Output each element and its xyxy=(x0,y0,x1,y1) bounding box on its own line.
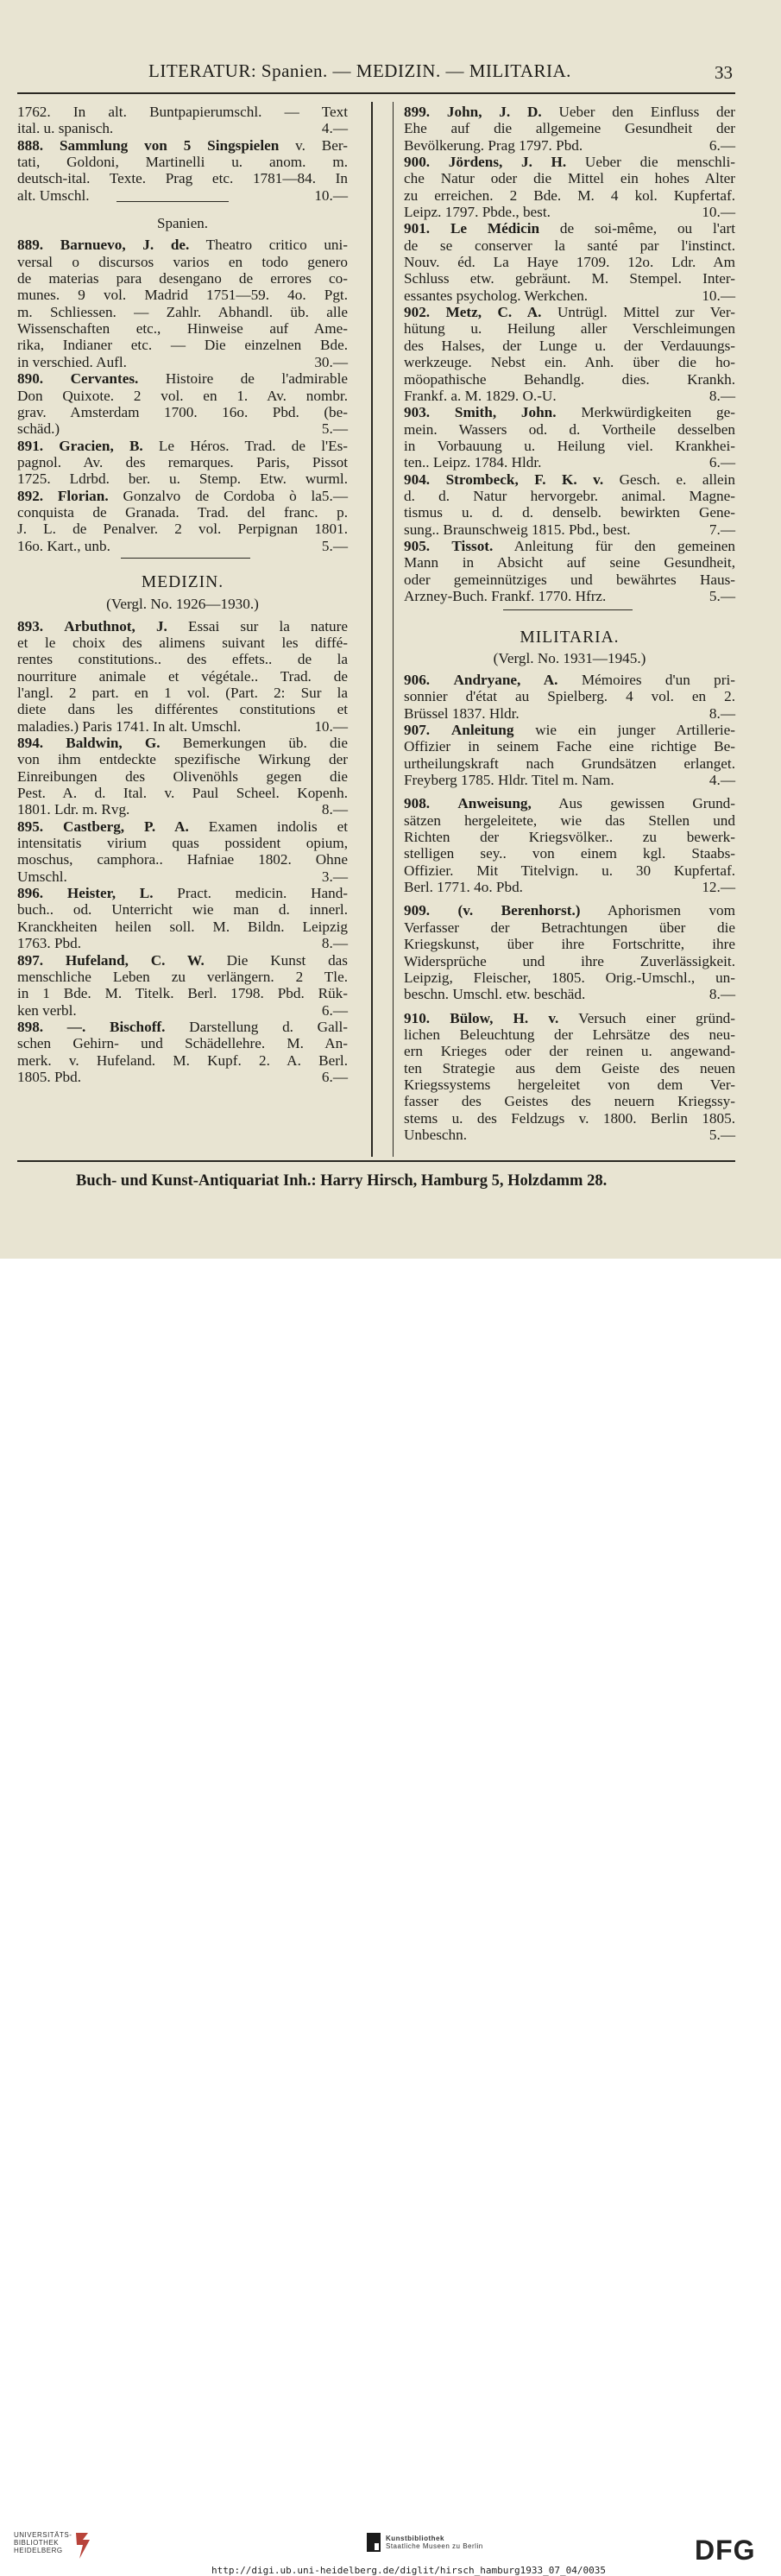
entry-line: Unbeschn. 5.— xyxy=(404,1126,735,1143)
entry-893 xyxy=(17,618,348,735)
entry-line: Arzney-Buch. Frankf. 1770. Hfrz. 5.— xyxy=(404,587,735,604)
scanned-page xyxy=(0,0,781,1259)
entry-895 xyxy=(17,818,348,885)
entry-907 xyxy=(404,722,735,788)
entry-line: 907. Anleitung wie ein junger Artillerie- xyxy=(404,722,735,739)
entry-line: Richten der Kriegsvölker.. zu bewerk- xyxy=(404,829,735,846)
entry-title: Florian. xyxy=(57,487,109,504)
entry-line: maladies.) Paris 1741. In alt. Umschl. 10.— xyxy=(17,717,348,735)
entry-title: Anweisung, xyxy=(457,795,532,812)
entry-line: Umschl. 3.— xyxy=(17,868,348,885)
header-rule xyxy=(17,92,735,94)
entry-title: Le Médicin xyxy=(450,220,540,237)
entry-line: 900. Jördens, J. H. Ueber die menschli- xyxy=(404,154,736,171)
entry-line: schen Gehirn- und Schädellehre. M. An- xyxy=(17,1035,348,1052)
entry-title: Bülow, H. v. xyxy=(450,1009,559,1026)
entry-line: Wissenschaften etc., Hinweise auf Ame- xyxy=(17,320,348,338)
dfg-logo[interactable]: DFG xyxy=(695,2535,756,2566)
price: 5.— xyxy=(321,420,348,438)
entry-title: Heister, L. xyxy=(66,885,154,902)
entry-line: de materias para desengano de errores co- xyxy=(17,270,348,287)
entry-line: zu erreichen. 2 Bde. M. 4 kol. Kupfertaf. xyxy=(404,186,735,204)
section-reference: (Vergl. No. 1931—1945.) xyxy=(493,649,646,666)
entry-title: Cervantes. xyxy=(70,370,139,388)
entry-title: Barnuevo, J. de. xyxy=(60,237,190,254)
entry-line: ken verbl. 6.— xyxy=(17,1001,348,1019)
entry-908 xyxy=(404,795,735,895)
entry-line: Einreibungen des Olivenöhls gegen die xyxy=(17,767,348,785)
entry-line: sätzen hergeleitete, wie das Stellen und xyxy=(404,811,735,829)
entry-line: 908. Anweisung, Aus gewissen Grund- xyxy=(404,795,735,812)
entry-line: grav. Amsterdam 1700. 16o. Pbd. (be- xyxy=(17,403,348,420)
footer-rule xyxy=(17,1160,735,1162)
entry-line: in 1 Bde. M. Titelk. Berl. 1798. Pbd. Rük- xyxy=(17,985,348,1002)
separator xyxy=(121,558,250,559)
entry-title: —. Bischoff. xyxy=(66,1018,166,1035)
entry-line: beschn. Umschl. etw. beschäd. 8.— xyxy=(404,986,735,1003)
price: 8.— xyxy=(709,986,735,1003)
entry-903 xyxy=(404,404,735,470)
entry-line: 1725. Ldrbd. ber. u. Stemp. Etw. wurml. xyxy=(17,470,348,488)
viewer-bottom-bar xyxy=(0,1259,781,2576)
entry-title: Castberg, P. A. xyxy=(62,818,189,835)
entry-line: 910. Bülow, H. v. Versuch einer gründ- xyxy=(404,1009,735,1026)
entry-title: Tissot. xyxy=(451,537,494,554)
entry-title: Jördens, J. H. xyxy=(448,154,567,171)
entry-890 xyxy=(17,370,348,437)
entry-line: 16o. Kart., unb. 5.— xyxy=(17,537,348,554)
kunstbibliothek-emblem-icon xyxy=(367,2533,381,2552)
entry-line: Kriegskunst, über ihre Fortschritte, ihre xyxy=(404,936,735,953)
entry-line: in verschied. Aufl. 30.— xyxy=(17,353,348,370)
entry-line: Leipzig, Fleischer, 1805. Orig.-Umschl., un- xyxy=(404,969,735,986)
entry-902 xyxy=(404,304,735,404)
price: 10.— xyxy=(702,287,735,304)
entry-line: 906. Andryane, A. Mémoires d'un pri- xyxy=(404,672,735,688)
column-divider xyxy=(371,102,373,1157)
entry-line: de se conserver la santé par l'instinct. xyxy=(404,237,735,254)
entry-line: Pest. A. d. Ital. v. Paul Scheel. Kopenh. xyxy=(17,785,348,802)
entry-line: l'angl. 2 part. en 1 vol. (Part. 2: Sur la xyxy=(17,685,348,701)
entry-line: 1763. Pbd. 8.— xyxy=(17,935,348,952)
entry-line: 891. Gracien, B. Le Héros. Trad. de l'Es- xyxy=(17,437,348,454)
entry-line: von ihm entdeckte spezifische Wirkung der xyxy=(17,751,348,768)
entry-line: d. d. Natur hervorgebr. animal. Magne- xyxy=(404,487,735,504)
entry-line: versal o discursos varios en todo genero xyxy=(17,253,348,270)
entry-line: deutsch-ital. Texte. Prag etc. 1781—84. In xyxy=(17,170,348,187)
entry-901 xyxy=(404,220,735,304)
entry-line: 897. Hufeland, C. W. Die Kunst das xyxy=(17,951,348,969)
entry-title: Gracien, B. xyxy=(59,437,143,454)
entry-title: Metz, C. A. xyxy=(445,304,542,321)
price: 30.— xyxy=(314,353,348,370)
entry-line: 902. Metz, C. A. Untrügl. Mittel zur Ver- xyxy=(404,304,735,321)
entry-line: werkzeuge. Nebst ein. Anh. über die ho- xyxy=(404,354,735,371)
entry-line: möopathische Behandlg. dies. Krankh. xyxy=(404,370,735,388)
logo-line: UNIVERSITÄTS- xyxy=(14,2531,72,2539)
logo-line: BIBLIOTHEK xyxy=(14,2539,60,2547)
price: 10.— xyxy=(702,204,735,221)
entry-line: 1805. Pbd. 6.— xyxy=(17,1068,348,1085)
entry-title: Strombeck, F. K. v. xyxy=(445,470,604,488)
library-emblem-icon xyxy=(72,2531,95,2560)
entry-line: menschliche Leben zu verlängern. 2 Tle. xyxy=(17,968,348,985)
entry-line: Ehe auf die allgemeine Gesundheit der xyxy=(404,120,735,137)
entry-906 xyxy=(404,672,735,722)
entry-line: Mann in Absicht auf seine Gesundheit, xyxy=(404,554,735,571)
entry-line: Nouv. éd. La Haye 1709. 12o. Ldr. Am xyxy=(404,254,735,271)
price: 4.— xyxy=(321,120,348,137)
entry-line: Don Quixote. 2 vol. en 1. Av. nombr. xyxy=(17,387,348,404)
publisher-footer: Buch- und Kunst-Antiquariat Inh.: Harry Hirsch, Hamburg 5, Holzdamm 28. xyxy=(76,1172,608,1190)
logo-line: HEIDELBERG xyxy=(14,2547,63,2554)
price: 6.— xyxy=(709,454,735,471)
entry-line: ern Krieges oder der reinen u. angewand- xyxy=(404,1043,735,1060)
entry-title: Arbuthnot, J. xyxy=(64,617,167,635)
entry-title: Sammlung von 5 Singspielen xyxy=(59,136,280,154)
entry-line: tati, Goldoni, Martinelli u. anom. m. xyxy=(17,154,348,171)
entry-line: 901. Le Médicin de soi-même, ou l'art xyxy=(404,220,736,237)
entry-899 xyxy=(404,104,735,154)
price: 5.— xyxy=(709,1126,735,1143)
entry-line: 892. Florian. Gonzalvo de Cordoba ò la xyxy=(17,487,322,504)
entry-line: tismus u. d. d. denselb. bewirkten Gene- xyxy=(404,504,735,521)
entry-line: J. L. de Penalver. 2 vol. Perpignan 1801. xyxy=(17,521,348,538)
price: 5.— xyxy=(321,537,348,554)
entry-title: Smith, John. xyxy=(454,404,557,421)
page-header xyxy=(0,60,781,86)
entry-line: 895. Castberg, P. A. Examen indolis et xyxy=(17,818,349,835)
price: 10.— xyxy=(314,186,348,204)
price: 5.— xyxy=(709,587,735,604)
price: 6.— xyxy=(709,136,735,154)
entry-line: 890. Cervantes. Histoire de l'admirable xyxy=(17,370,349,388)
entry-905 xyxy=(404,538,735,604)
entry-910 xyxy=(404,1010,735,1144)
price: 8.— xyxy=(709,387,735,404)
entry-888 xyxy=(17,137,348,204)
price: 4.— xyxy=(709,772,735,789)
entry-title: Anleitung xyxy=(450,722,514,739)
entry-897 xyxy=(17,952,348,1019)
entry-line: merk. v. Hufeland. M. Kupf. 2. A. Berl. xyxy=(17,1051,348,1069)
entry-line: 1762. In alt. Buntpapierumschl. — Text xyxy=(17,104,348,120)
entry-line: pagnol. Av. des remarques. Paris, Pissot xyxy=(17,453,348,470)
entry-line: 889. Barnuevo, J. de. Theatro critico uni- xyxy=(17,237,349,254)
entry-line: 898. —. Bischoff. Darstellung d. Gall- xyxy=(17,1018,348,1035)
entry-line: Verfasser der Betrachtungen über die xyxy=(404,919,735,936)
entry-title: (v. Berenhorst.) xyxy=(457,902,581,919)
column-divider-right xyxy=(393,102,394,1157)
entry-898 xyxy=(17,1019,348,1085)
price: 3.— xyxy=(321,868,348,885)
entry-line: des Halses, der Lunge u. der Verdauungs- xyxy=(404,337,735,354)
price: 8.— xyxy=(321,935,348,952)
entry-line: sung.. Braunschweig 1815. Pbd., best. 7.— xyxy=(404,521,735,538)
entry-line: hütung u. Heilung aller Verschleimungen xyxy=(404,320,735,338)
entry-line: mein. Wassers od. d. Vortheile desselben xyxy=(404,420,735,438)
entry-line: Widersprüche und ihre Zuverlässigkeit. xyxy=(404,952,735,969)
entry-line: rentes constitutions.. des effets.. de la xyxy=(17,651,348,668)
entry-line: conquista de Granada. Trad. del franc. p. xyxy=(17,503,348,521)
entry-line: nourriture animale et végétale.. Trad. de xyxy=(17,667,348,685)
price: 10.— xyxy=(314,717,348,735)
section-heading-spanien: Spanien. xyxy=(156,215,209,232)
entry-line: 888. Sammlung von 5 Singspielen v. Ber- xyxy=(17,136,348,154)
entry-line: oder gemeinnütziges und bewährtes Haus- xyxy=(404,571,735,588)
price: 12.— xyxy=(702,879,735,896)
entry-line: essantes psycholog. Werkchen. 10.— xyxy=(404,287,735,304)
entry-line: urtheilungskraft nach Grundsätzen erlanget. xyxy=(404,754,735,772)
entry-line: munes. 9 vol. Madrid 1751—59. 4o. Pgt. xyxy=(17,287,348,304)
entry-line: Frankf. a. M. 1829. O.-U. 8.— xyxy=(404,387,735,404)
entry-line: stems u. des Feldzugs v. 1800. Berlin 1805. xyxy=(404,1109,735,1127)
logo-line: Kunstbibliothek xyxy=(386,2535,444,2542)
left-column xyxy=(17,104,348,1085)
entry-line: 909. (v. Berenhorst.) Aphorismen vom xyxy=(404,902,736,919)
entry-900 xyxy=(404,154,735,220)
entry-line: ten.. Leipz. 1784. Hldr. 6.— xyxy=(404,454,735,471)
entry-line: intensitatis virium quas possident opium, xyxy=(17,835,348,852)
entry-line: fasser des Geistes des neuern Kriegssy- xyxy=(404,1093,735,1110)
entry-line: schäd.) 5.— xyxy=(17,420,348,438)
entry-line: sonnier d'état au Spielberg. 4 vol. en 2. xyxy=(404,688,735,705)
university-library-logo[interactable] xyxy=(14,2531,96,2562)
separator xyxy=(503,609,633,610)
entry-line: alt. Umschl. 10.— xyxy=(17,186,348,204)
entry-line: et le choix des alimens suivant les diffé- xyxy=(17,634,348,651)
page-number: 33 xyxy=(715,62,733,83)
section-heading-medizin: MEDIZIN. xyxy=(141,572,224,591)
entry-line: Offizier. Mit Titelvign. u. 30 Kupfertaf. xyxy=(404,862,735,879)
logo-line: Staatliche Museen zu Berlin xyxy=(386,2542,483,2550)
entry-line: lichen Beleuchtung der Lehrsätze des neu- xyxy=(404,1026,735,1043)
entry-909 xyxy=(404,902,735,1002)
price: 8.— xyxy=(321,801,348,818)
section-reference: (Vergl. No. 1926—1930.) xyxy=(106,596,259,613)
permalink-url[interactable]: http://digi.ub.uni-heidelberg.de/diglit/hirsch_hamburg1933_07_04/0035 xyxy=(211,2565,606,2576)
entry-line: Kriegssystems hergeleitet von dem Ver- xyxy=(404,1076,735,1093)
entry-896 xyxy=(17,885,348,951)
entry-line: 896. Heister, L. Pract. medicin. Hand- xyxy=(17,885,349,902)
entry-line: 903. Smith, John. Merkwürdigkeiten ge- xyxy=(404,404,735,421)
price: 6.— xyxy=(321,1001,348,1019)
entry-title: John, J. D. xyxy=(446,104,542,120)
entry-line: che Natur oder die Mittel ein hohes Alter xyxy=(404,170,735,187)
entry-line: buch.. od. Unterricht wie man d. innerl. xyxy=(17,901,348,919)
entry-line: Leipz. 1797. Pbde., best. 10.— xyxy=(404,204,735,221)
entry-line: ital. u. spanisch. 4.— xyxy=(17,120,348,137)
entry-title: Baldwin, G. xyxy=(66,735,161,752)
entry-line: in Vorbauung u. Heilung viel. Krankhei- xyxy=(404,437,735,454)
entry-line: rika, Indianer etc. — Die einzelnen Bde. xyxy=(17,337,348,354)
entry-892 xyxy=(17,488,348,554)
entry-line: m. Schliessen. — Zahlr. Abhandl. üb. alle xyxy=(17,303,348,320)
right-column xyxy=(404,104,735,1143)
entry-line: ten Strategie aus dem Geiste des neuen xyxy=(404,1059,735,1076)
entry-line: Berl. 1771. 4o. Pbd. 12.— xyxy=(404,879,735,896)
entry-title: Hufeland, C. W. xyxy=(65,951,205,969)
price: 7.— xyxy=(709,521,735,538)
entry-889 xyxy=(17,237,348,370)
separator xyxy=(117,201,229,202)
entry-line: 893. Arbuthnot, J. Essai sur la nature xyxy=(17,617,349,635)
entry-line: diete dans les différentes constitutions et xyxy=(17,701,348,718)
running-title: LITERATUR: Spanien. — MEDIZIN. — MILITARIA. xyxy=(148,60,571,81)
entry-line: 1801. Ldr. m. Rvg. 8.— xyxy=(17,801,348,818)
entry-line: Kranckheiten heilen soll. M. Bildn. Leipzig xyxy=(17,918,348,935)
section-heading-militaria: MILITARIA. xyxy=(520,628,620,647)
entry-title: Andryane, A. xyxy=(453,672,558,688)
entry-line: 899. John, J. D. Ueber den Einfluss der xyxy=(404,104,736,120)
price: 5.— xyxy=(321,487,348,504)
entry-line: 905. Tissot. Anleitung für den gemeinen xyxy=(404,537,735,554)
entry-line: Schluss etw. gebräunt. M. Stempel. Inter- xyxy=(404,270,735,287)
entry-894 xyxy=(17,735,348,818)
entry-line: Brüssel 1837. Hldr. 8.— xyxy=(404,704,735,722)
entry-line: moschus, camphora.. Hafniae 1802. Ohne xyxy=(17,851,348,868)
price: 6.— xyxy=(321,1068,348,1085)
entry-line: 894. Baldwin, G. Bemerkungen üb. die xyxy=(17,735,348,752)
price: 8.— xyxy=(709,704,735,722)
entry-line: Freyberg 1785. Hldr. Titel m. Nam. 4.— xyxy=(404,772,735,789)
kunstbibliothek-logo[interactable] xyxy=(367,2533,488,2559)
entry-line: 904. Strombeck, F. K. v. Gesch. e. allein xyxy=(404,470,735,488)
entry-1762 xyxy=(17,104,348,137)
entry-line: Bevölkerung. Prag 1797. Pbd. 6.— xyxy=(404,136,735,154)
entry-line: Offizier in seinem Fache eine richtige Be- xyxy=(404,738,735,755)
entry-line: stelligen sey.. von einem kgl. Staabs- xyxy=(404,845,735,862)
entry-904 xyxy=(404,471,735,538)
